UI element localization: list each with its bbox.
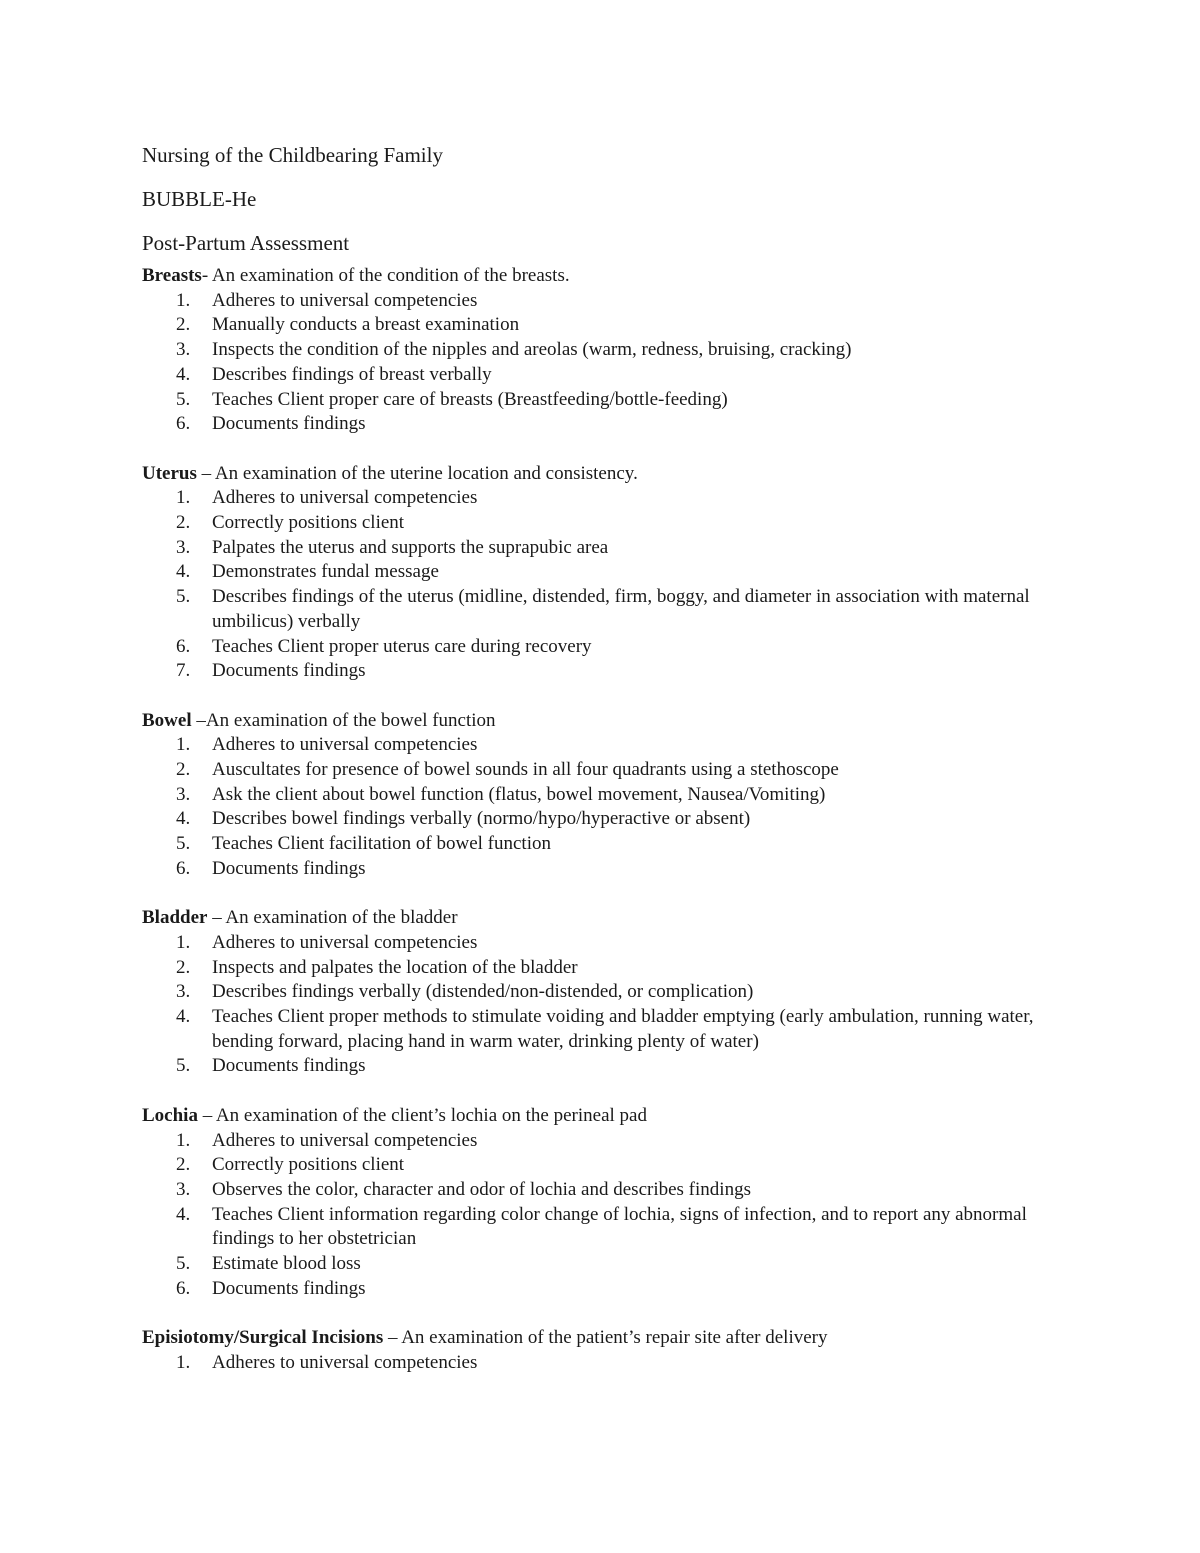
section-gap bbox=[142, 1079, 1062, 1104]
list-item-text: Teaches Client proper methods to stimulate voiding and bladder emptying (early ambulation, running water, bending forward, placing hand in warm water, drinking plenty of water) bbox=[212, 1006, 1034, 1052]
section-name: Episiotomy/Surgical Incisions bbox=[142, 1327, 384, 1349]
list-item bbox=[142, 783, 1062, 808]
section-separator: – bbox=[191, 709, 206, 731]
list-item-number: 2. bbox=[176, 1154, 191, 1176]
section-description: An examination of the bladder bbox=[221, 907, 458, 929]
section-breasts bbox=[142, 264, 1062, 462]
list-item bbox=[142, 733, 1062, 758]
list-item-number: 4. bbox=[176, 1203, 191, 1225]
list-item-number: 3. bbox=[176, 783, 191, 805]
list-item-number: 4. bbox=[176, 561, 191, 583]
list-item-number: 7. bbox=[176, 660, 191, 682]
list-item-text: Demonstrates fundal message bbox=[212, 561, 439, 583]
section-name: Lochia bbox=[142, 1104, 198, 1126]
list-item-number: 3. bbox=[176, 1178, 191, 1200]
section-heading bbox=[142, 906, 1062, 931]
list-item bbox=[142, 758, 1062, 783]
list-item-text: Describes bowel findings verbally (normo/hypo/hyperactive or absent) bbox=[212, 808, 751, 830]
list-item-text: Adheres to universal competencies bbox=[212, 289, 478, 311]
list-item-number: 2. bbox=[176, 512, 191, 534]
list-item-number: 2. bbox=[176, 956, 191, 978]
list-item-text: Observes the color, character and odor of lochia and describes findings bbox=[212, 1178, 751, 1200]
section-separator: – bbox=[207, 907, 222, 929]
list-item-number: 1. bbox=[176, 289, 191, 311]
list-item-text: Teaches Client information regarding color change of lochia, signs of infection, and to report any abnormal findings to her obstetrician bbox=[212, 1203, 1027, 1250]
list-item-text: Adheres to universal competencies bbox=[212, 1129, 478, 1151]
list-item bbox=[142, 1351, 1062, 1376]
list-item-number: 5. bbox=[176, 833, 191, 855]
section-bladder bbox=[142, 906, 1062, 1104]
list-item-number: 5. bbox=[176, 1253, 191, 1275]
list-item-number: 2. bbox=[176, 314, 191, 336]
list-item bbox=[142, 980, 1062, 1005]
list-item-text: Documents findings bbox=[212, 660, 366, 682]
section-name: Bowel bbox=[142, 709, 192, 731]
item-list bbox=[142, 931, 1062, 1079]
item-list bbox=[142, 289, 1062, 437]
section-heading bbox=[142, 1104, 1062, 1129]
list-item-number: 3. bbox=[176, 536, 191, 558]
list-item-number: 3. bbox=[176, 981, 191, 1003]
list-item-number: 3. bbox=[176, 339, 191, 361]
list-item bbox=[142, 412, 1062, 437]
list-item-text: Correctly positions client bbox=[212, 1154, 405, 1176]
list-item bbox=[142, 536, 1062, 561]
list-item bbox=[142, 1005, 1062, 1054]
list-item-number: 2. bbox=[176, 759, 191, 781]
section-description: An examination of the condition of the breasts. bbox=[208, 265, 570, 286]
list-item bbox=[142, 560, 1062, 585]
list-item-text: Teaches Client proper care of breasts (Breastfeeding/bottle-feeding) bbox=[212, 388, 728, 410]
list-item-text: Describes findings of breast verbally bbox=[212, 363, 492, 385]
section-gap bbox=[142, 1301, 1062, 1326]
list-item-text: Auscultates for presence of bowel sounds in all four quadrants using a stethoscope bbox=[212, 759, 839, 781]
list-item-number: 4. bbox=[176, 1006, 191, 1028]
list-item-text: Correctly positions client bbox=[212, 512, 405, 534]
list-item-number: 5. bbox=[176, 388, 191, 410]
list-item bbox=[142, 659, 1062, 684]
section-separator: – bbox=[197, 1104, 213, 1126]
list-item-number: 6. bbox=[176, 1277, 191, 1299]
list-item-number: 5. bbox=[176, 1055, 191, 1077]
list-item-text: Adheres to universal competencies bbox=[212, 487, 478, 509]
list-item-text: Documents findings bbox=[212, 1055, 366, 1077]
list-item-text: Teaches Client facilitation of bowel function bbox=[212, 833, 551, 855]
section-separator: – bbox=[383, 1327, 398, 1349]
list-item-number: 1. bbox=[176, 487, 191, 509]
list-item bbox=[142, 363, 1062, 388]
list-item bbox=[142, 635, 1062, 660]
list-item-text: Documents findings bbox=[212, 413, 366, 435]
list-item-number: 6. bbox=[176, 857, 191, 879]
acronym-title: BUBBLE-He bbox=[142, 187, 257, 211]
item-list bbox=[142, 1129, 1062, 1302]
section-gap bbox=[142, 437, 1062, 462]
item-list bbox=[142, 1351, 1062, 1376]
list-item-text: Ask the client about bowel function (flatus, bowel movement, Nausea/Vomiting) bbox=[212, 783, 826, 805]
section-description: An examination of the patient’s repair site after delivery bbox=[397, 1327, 828, 1349]
list-item-number: 1. bbox=[176, 931, 191, 953]
list-item bbox=[142, 832, 1062, 857]
list-item bbox=[142, 388, 1062, 413]
section-episiotomy-surgical-incisions bbox=[142, 1326, 1062, 1375]
list-item bbox=[142, 1178, 1062, 1203]
list-item bbox=[142, 807, 1062, 832]
section-name: Bladder bbox=[142, 907, 208, 929]
list-item bbox=[142, 313, 1062, 338]
section-heading bbox=[142, 462, 1062, 487]
sections-container bbox=[142, 264, 1062, 1376]
list-item bbox=[142, 1153, 1062, 1178]
list-item-text: Documents findings bbox=[212, 1277, 366, 1299]
section-separator: - bbox=[201, 265, 209, 286]
list-item-number: 1. bbox=[176, 1351, 191, 1373]
document-page bbox=[142, 140, 1062, 1376]
list-item-number: 1. bbox=[176, 1129, 191, 1151]
list-item bbox=[142, 931, 1062, 956]
list-item-number: 5. bbox=[176, 586, 191, 608]
list-item-number: 4. bbox=[176, 363, 191, 385]
list-item bbox=[142, 585, 1062, 634]
section-heading bbox=[142, 709, 1062, 734]
list-item-text: Manually conducts a breast examination bbox=[212, 314, 520, 336]
section-lochia bbox=[142, 1104, 1062, 1326]
list-item-text: Teaches Client proper uterus care during recovery bbox=[212, 635, 592, 657]
section-description: An examination of the client’s lochia on the perineal pad bbox=[212, 1104, 647, 1126]
item-list bbox=[142, 486, 1062, 684]
section-heading bbox=[142, 1326, 1062, 1351]
list-item bbox=[142, 857, 1062, 882]
section-heading bbox=[142, 264, 1062, 289]
list-item-number: 4. bbox=[176, 808, 191, 830]
list-item bbox=[142, 1203, 1062, 1252]
list-item-number: 6. bbox=[176, 413, 191, 435]
section-name: Uterus bbox=[142, 462, 197, 484]
subject-title: Post-Partum Assessment bbox=[142, 231, 350, 255]
section-description: An examination of the bowel function bbox=[205, 709, 496, 731]
section-gap bbox=[142, 684, 1062, 709]
section-bowel bbox=[142, 709, 1062, 907]
list-item-text: Inspects the condition of the nipples and areolas (warm, redness, bruising, cracking) bbox=[212, 339, 852, 361]
section-separator: – bbox=[196, 462, 212, 484]
item-list bbox=[142, 733, 1062, 881]
list-item-text: Palpates the uterus and supports the suprapubic area bbox=[212, 536, 609, 558]
list-item bbox=[142, 956, 1062, 981]
list-item-text: Inspects and palpates the location of the bladder bbox=[212, 956, 578, 978]
list-item-text: Describes findings of the uterus (midline, distended, firm, boggy, and diameter in association with maternal umbilicus) verbally bbox=[212, 586, 1030, 632]
list-item bbox=[142, 1129, 1062, 1154]
list-item-number: 6. bbox=[176, 635, 191, 657]
list-item-text: Adheres to universal competencies bbox=[212, 734, 478, 756]
list-item bbox=[142, 289, 1062, 314]
list-item-number: 1. bbox=[176, 734, 191, 756]
list-item-text: Describes findings verbally (distended/non-distended, or complication) bbox=[212, 981, 754, 1003]
section-gap bbox=[142, 882, 1062, 907]
list-item bbox=[142, 1277, 1062, 1302]
list-item bbox=[142, 486, 1062, 511]
list-item-text: Adheres to universal competencies bbox=[212, 931, 478, 953]
section-name: Breasts bbox=[142, 265, 202, 286]
list-item bbox=[142, 1054, 1062, 1079]
section-uterus bbox=[142, 462, 1062, 709]
list-item-text: Adheres to universal competencies bbox=[212, 1351, 478, 1373]
list-item bbox=[142, 338, 1062, 363]
list-item-text: Documents findings bbox=[212, 857, 366, 879]
list-item-text: Estimate blood loss bbox=[212, 1253, 361, 1275]
section-description: An examination of the uterine location and consistency. bbox=[211, 462, 638, 484]
list-item bbox=[142, 511, 1062, 536]
list-item bbox=[142, 1252, 1062, 1277]
course-title: Nursing of the Childbearing Family bbox=[142, 143, 443, 167]
